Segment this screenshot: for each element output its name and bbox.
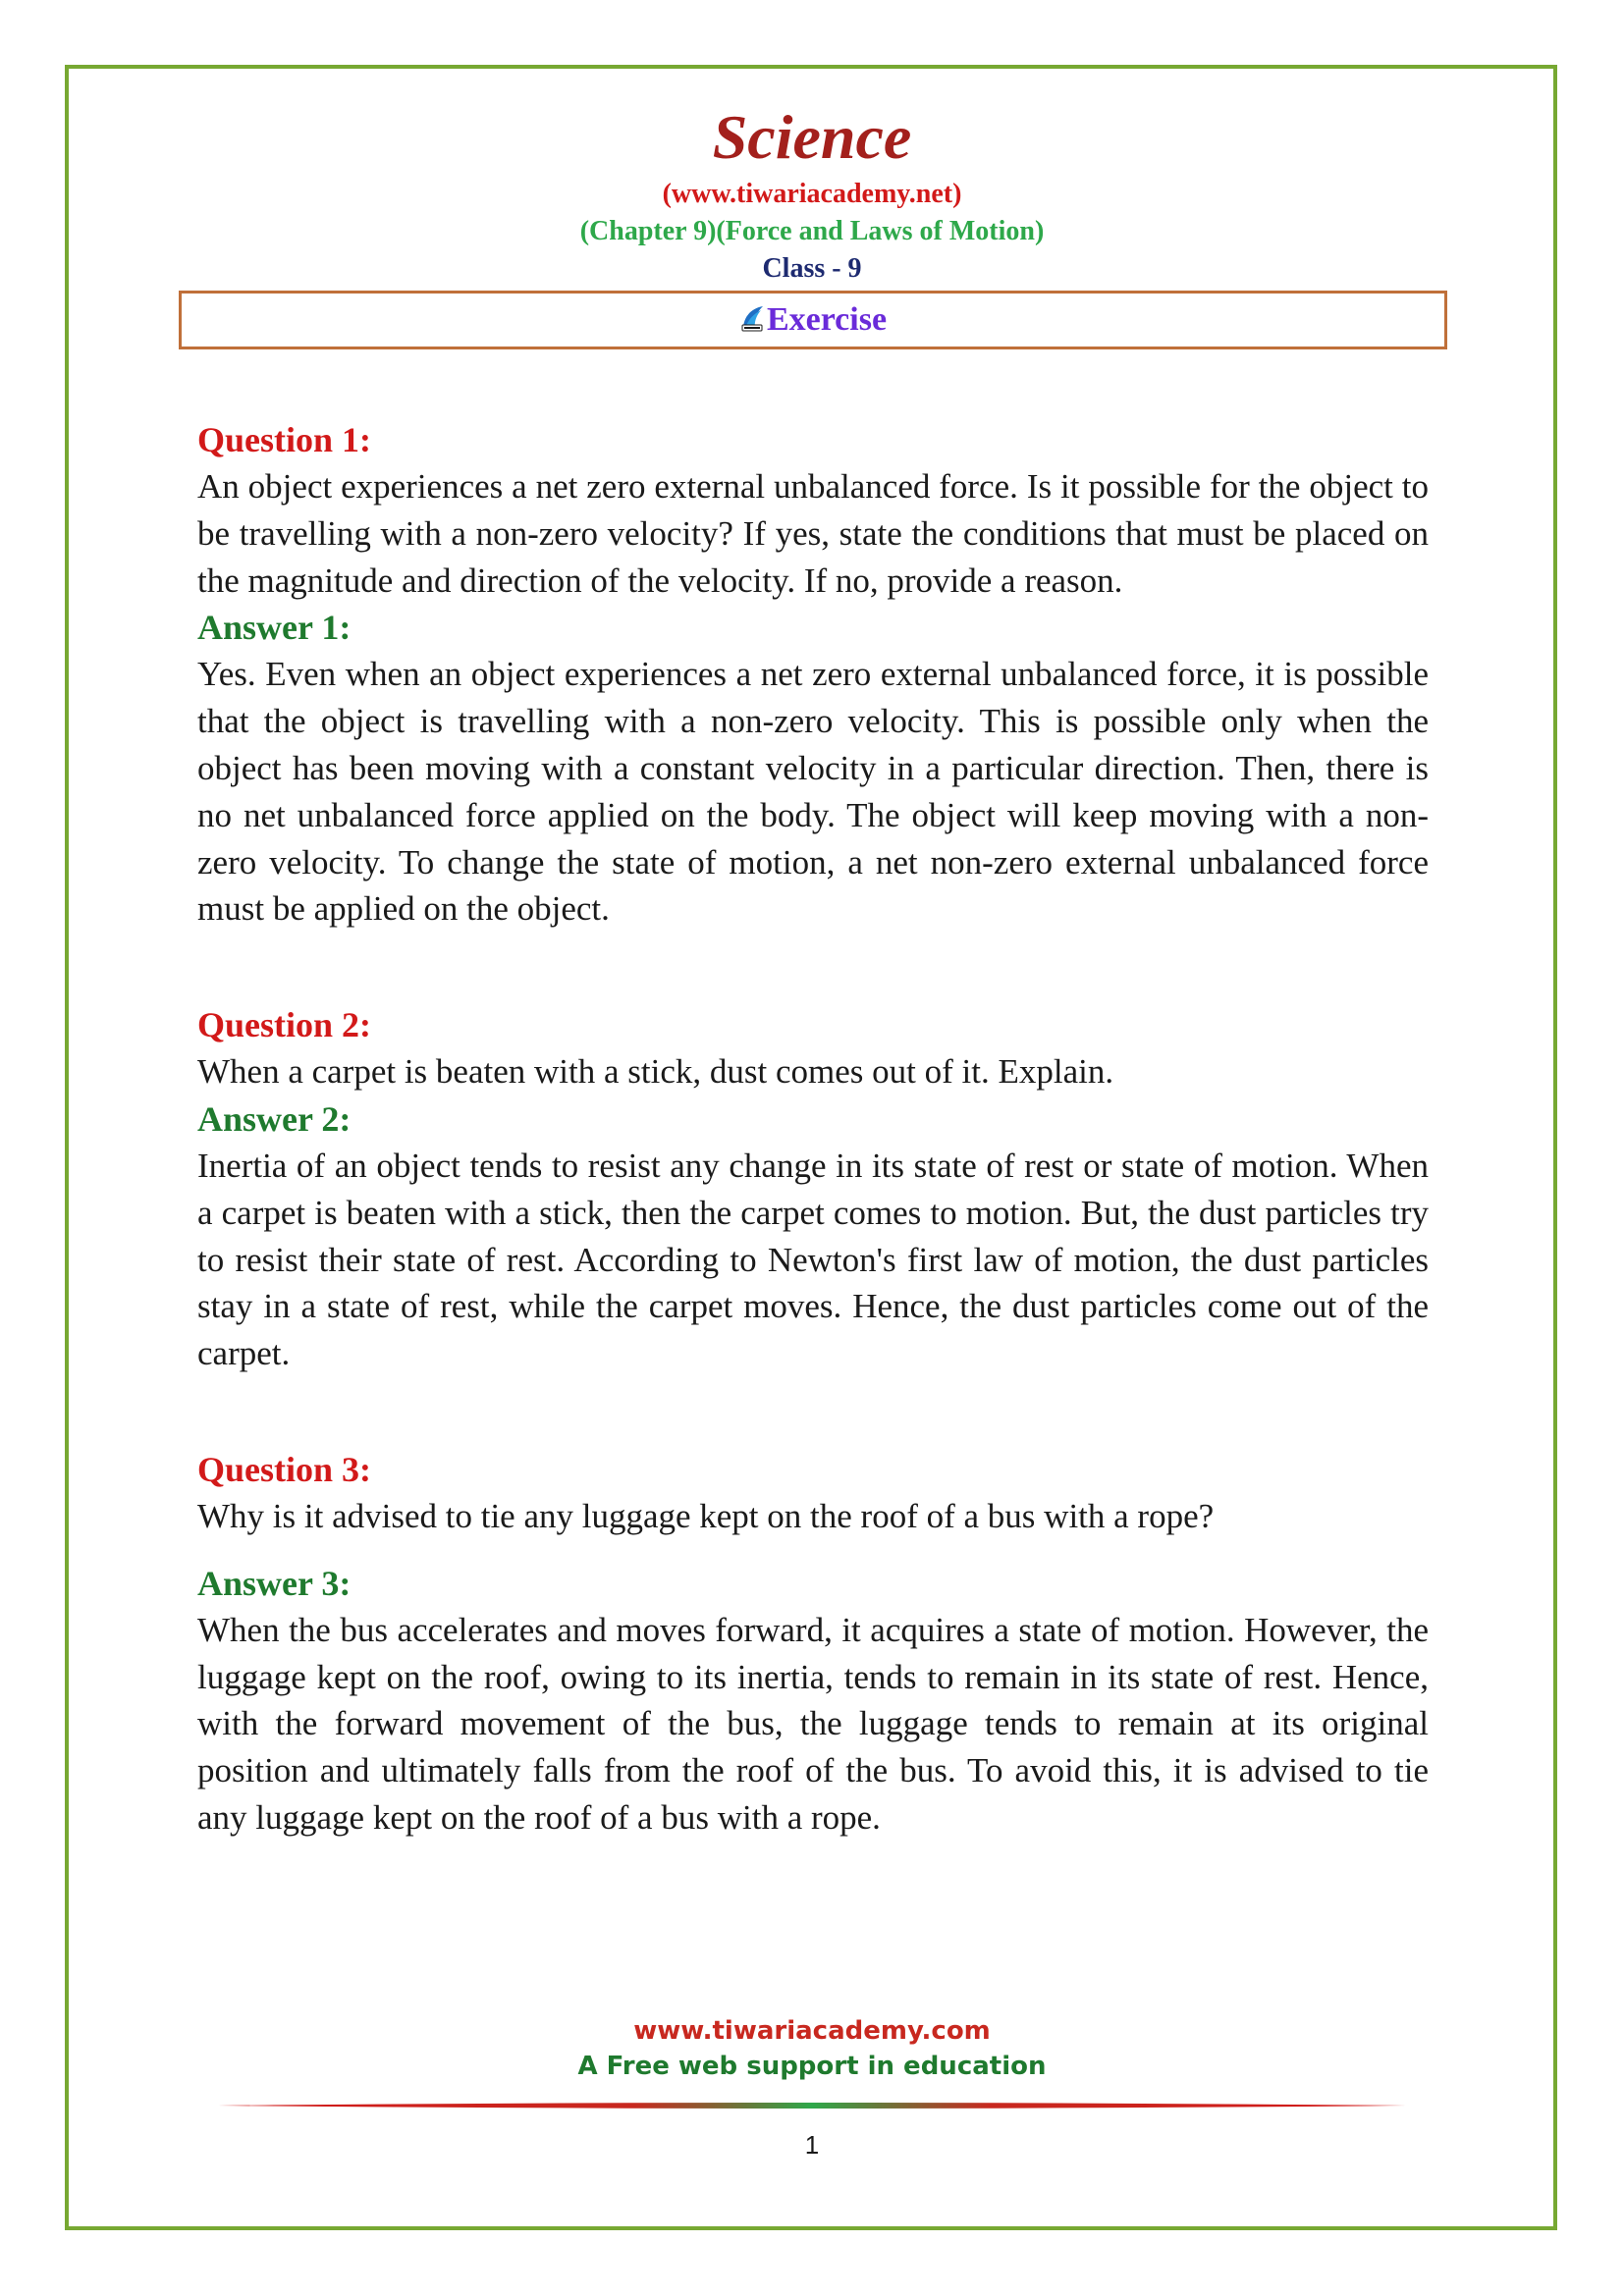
footer-divider (218, 2102, 1406, 2109)
qa-item-2 (197, 1001, 1429, 1377)
qa-item-3 (197, 1446, 1429, 1842)
page-title: Science (712, 102, 912, 172)
answer-text: Yes. Even when an object experiences a net zero external unbalanced force, it is possible that the object is travelling with a non-zero velocity. This is possible only when the object has been moving with a constant velocity in a particular direction. Then, there is no net unbalanced force applied on the body. The object will keep moving with a non-zero velocity. To change the state of motion, a net non-zero external unbalanced force must be applied on the object. (197, 655, 1429, 929)
header-website: (www.tiwariacademy.net) (662, 179, 962, 209)
exercise-banner (179, 291, 1447, 349)
page-number: 1 (804, 2130, 820, 2160)
question-heading: Question 3: (197, 1449, 372, 1489)
footer-url: www.tiwariacademy.com (633, 2016, 991, 2046)
question-heading: Question 1: (197, 420, 372, 459)
qa-item-1 (197, 416, 1429, 933)
question-text: An object experiences a net zero external unbalanced force. Is it possible for the object to be travelling with a non-zero velocity? If yes, state the conditions that must be placed on the magnitude and direction of the velocity. If no, provide a reason. (197, 467, 1429, 600)
answer-heading: Answer 2: (197, 1098, 352, 1139)
tiwari-academy-logo-icon (739, 303, 765, 338)
answer-text: When the bus accelerates and moves forward, it acquires a state of motion. However, the luggage kept on the roof, owing to its inertia, tends to remain in its state of rest. Hence, with the forward movement of the bus, the luggage tends to remain at its original position and ultimately falls from the roof of the bus. To avoid this, it is advised to tie any luggage kept on the roof of a bus with a rope. (197, 1610, 1429, 1837)
class-label: Class - 9 (762, 253, 862, 284)
chapter-title: (Chapter 9)(Force and Laws of Motion) (579, 216, 1045, 246)
answer-heading: Answer 3: (197, 1563, 352, 1603)
question-heading: Question 2: (197, 1005, 372, 1045)
question-text: Why is it advised to tie any luggage kept on the roof of a bus with a rope? (197, 1496, 1215, 1535)
answer-heading: Answer 1: (197, 608, 352, 648)
question-text: When a carpet is beaten with a stick, dust comes out of it. Explain. (197, 1052, 1114, 1092)
exercise-label: Exercise (766, 301, 888, 338)
footer-tagline: A Free web support in education (577, 2052, 1047, 2081)
answer-text: Inertia of an object tends to resist any change in its state of rest or state of motion. When a carpet is beaten with a stick, then the carpet comes to motion. But, the dust particles try to resist their state of rest. According to Newton's first law of motion, the dust particles stay in a state of rest, while the carpet moves. Hence, the dust particles come out of the carpet. (197, 1146, 1429, 1373)
qa-content (197, 416, 1429, 1910)
